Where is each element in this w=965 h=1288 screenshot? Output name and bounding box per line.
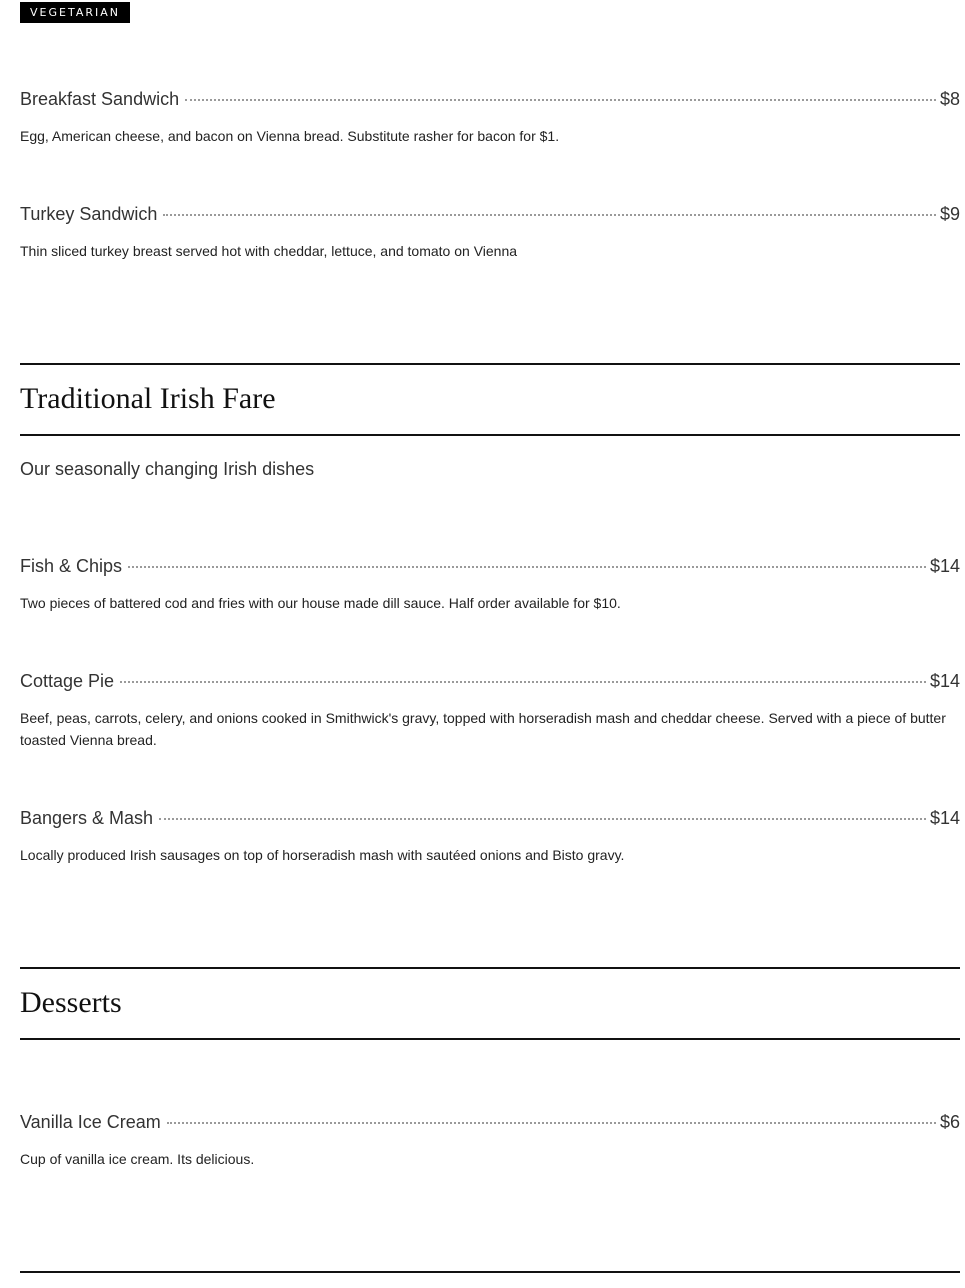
item-description: Locally produced Irish sausages on top of horseradish mash with sautéed onions and Bisto gravy. <box>20 847 625 863</box>
menu-item <box>20 808 960 866</box>
item-price: $14 <box>929 808 960 828</box>
menu-item <box>20 1112 960 1170</box>
menu-item <box>20 89 960 147</box>
dot-leader <box>159 817 926 820</box>
item-price: $8 <box>939 89 960 109</box>
item-name: Turkey Sandwich <box>20 204 158 224</box>
menu-item <box>20 671 960 751</box>
item-name: Vanilla Ice Cream <box>20 1112 161 1132</box>
dot-leader <box>120 680 926 683</box>
item-price: $6 <box>939 1112 960 1132</box>
section-title-irish: Traditional Irish Fare <box>20 382 276 415</box>
section-subtitle-irish: Our seasonally changing Irish dishes <box>20 459 315 479</box>
dot-leader <box>167 1121 936 1124</box>
item-description: Thin sliced turkey breast served hot with cheddar, lettuce, and tomato on Vienna <box>20 243 518 259</box>
section-divider <box>20 434 960 436</box>
item-price: $14 <box>929 671 960 691</box>
menu-item <box>20 556 960 614</box>
item-name: Breakfast Sandwich <box>20 89 180 109</box>
section-divider <box>20 1271 960 1273</box>
section-divider <box>20 363 960 365</box>
item-name: Cottage Pie <box>20 671 115 691</box>
vegetarian-badge: VEGETARIAN <box>20 2 130 23</box>
item-name: Bangers & Mash <box>20 808 154 828</box>
item-name: Fish & Chips <box>20 556 123 576</box>
item-description: Beef, peas, carrots, celery, and onions cooked in Smithwick's gravy, topped with horseradish mash and cheddar cheese. Served with a piece of butter toasted Vienna bread. <box>20 710 946 748</box>
item-price: $14 <box>929 556 960 576</box>
item-description: Cup of vanilla ice cream. Its delicious. <box>20 1151 255 1167</box>
dot-leader <box>185 98 936 101</box>
dot-leader <box>163 213 936 216</box>
item-description: Egg, American cheese, and bacon on Vienna bread. Substitute rasher for bacon for $1. <box>20 128 560 144</box>
menu-item <box>20 204 960 262</box>
section-divider <box>20 967 960 969</box>
menu-page <box>20 0 960 1288</box>
section-divider <box>20 1038 960 1040</box>
dot-leader <box>128 565 926 568</box>
section-title-desserts: Desserts <box>20 986 122 1019</box>
item-price: $9 <box>939 204 960 224</box>
item-description: Two pieces of battered cod and fries with our house made dill sauce. Half order available for $10. <box>20 595 621 611</box>
